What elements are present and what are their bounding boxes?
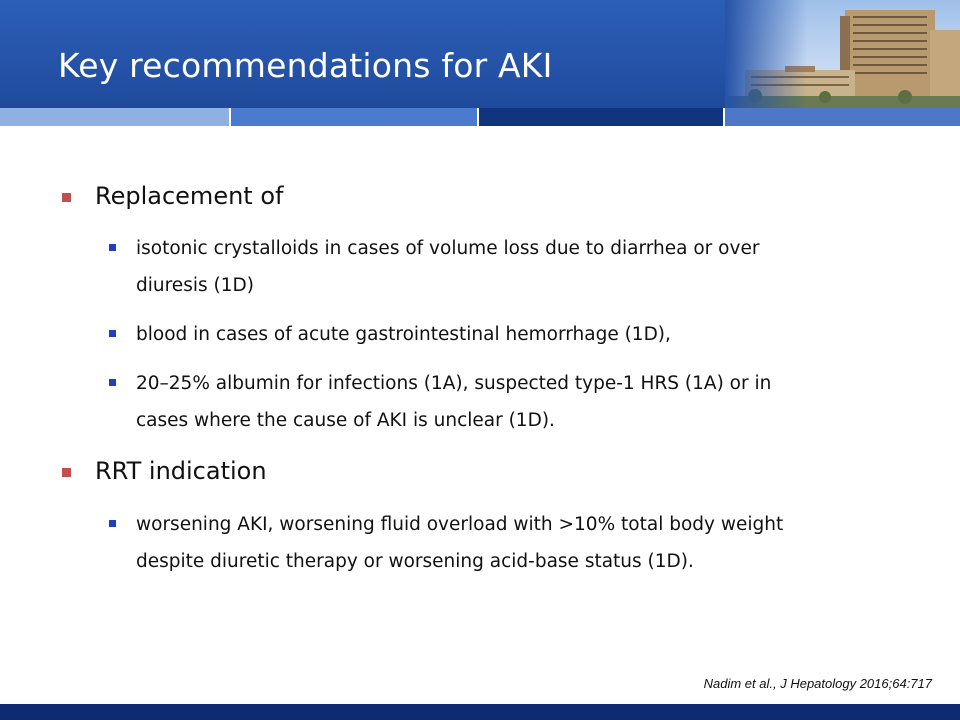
- stripe-segment: [479, 108, 723, 126]
- citation: Nadim et al., J Hepatology 2016;64:717: [703, 676, 932, 691]
- sub-bullet-line: blood in cases of acute gastrointestinal hemorrhage (1D),: [136, 324, 671, 345]
- sub-bullet-worsening-aki: [136, 506, 896, 580]
- sub-bullet-line: 20–25% albumin for infections (1A), suspected type-1 HRS (1A) or in: [136, 373, 772, 394]
- bullet-rrt-indication: [95, 457, 267, 485]
- square-bullet-icon: [109, 520, 116, 527]
- bullet-replacement: [95, 182, 283, 210]
- square-bullet-icon: [109, 330, 116, 337]
- sub-bullet-line: diuresis (1D): [136, 275, 254, 296]
- sub-bullet-line: cases where the cause of AKI is unclear (1D).: [136, 410, 555, 431]
- sub-bullet-blood: [136, 316, 896, 353]
- square-bullet-icon: [109, 379, 116, 386]
- stripe-segment: [231, 108, 477, 126]
- bullet-text: RRT indication: [95, 457, 267, 485]
- sub-bullet-crystalloids: [136, 230, 896, 304]
- sub-bullet-line: despite diuretic therapy or worsening acid-base status (1D).: [136, 551, 694, 572]
- slide-title: Key recommendations for AKI: [58, 46, 553, 85]
- square-bullet-icon: [62, 468, 71, 477]
- footer-bar: [0, 704, 960, 720]
- stripe-segment: [0, 108, 229, 126]
- sub-bullet-line: isotonic crystalloids in cases of volume loss due to diarrhea or over: [136, 238, 760, 259]
- header-stripe-bar: [0, 108, 960, 126]
- square-bullet-icon: [109, 244, 116, 251]
- square-bullet-icon: [62, 193, 71, 202]
- sub-bullet-albumin: [136, 365, 896, 439]
- sub-bullet-line: worsening AKI, worsening fluid overload with >10% total body weight: [136, 514, 784, 535]
- bullet-text: Replacement of: [95, 182, 284, 210]
- slide-header: [0, 0, 960, 108]
- hospital-building-image: [725, 0, 960, 108]
- stripe-segment: [725, 108, 960, 126]
